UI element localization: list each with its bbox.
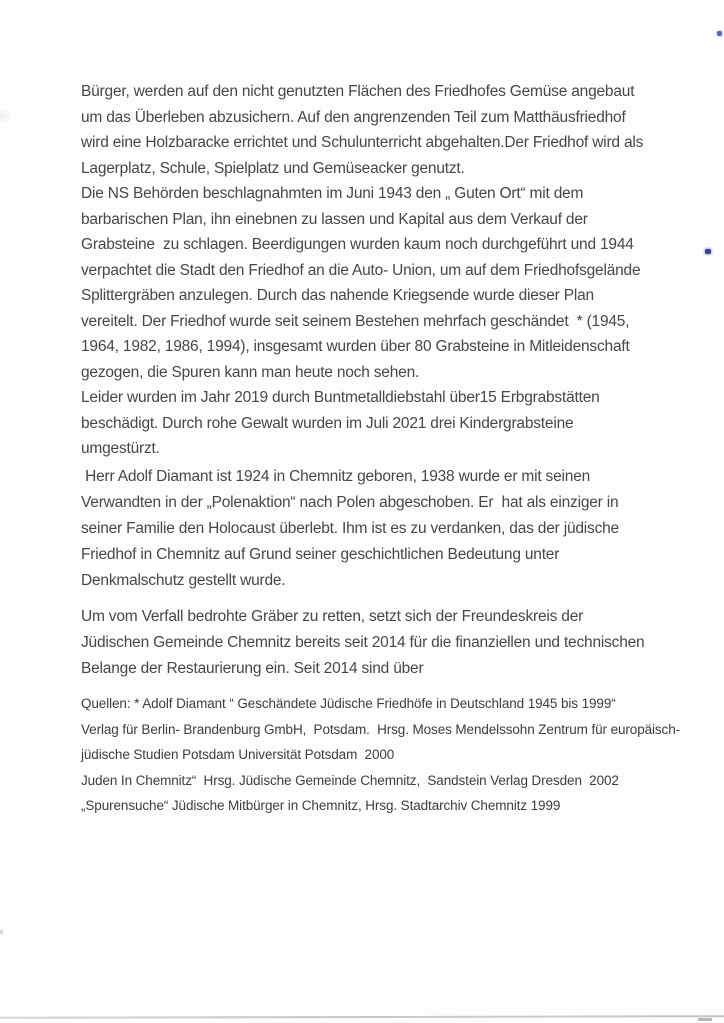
source-line: jüdische Studien Potsdam Universität Potsdam 2000 <box>81 747 395 762</box>
text-line: barbarischen Plan, ihn einebnen zu lassen und Kapital aus dem Verkauf der <box>81 210 588 228</box>
blue-ink-speck-artifact <box>717 31 722 36</box>
text-line: umgestürzt. <box>81 440 160 457</box>
text-line: seiner Familie den Holocaust überlebt. Ihm ist es zu verdanken, das der jüdische <box>81 520 619 537</box>
text-line: Bürger, werden auf den nicht genutzten Flächen des Friedhofes Gemüse angebaut <box>81 83 635 100</box>
text-line: Denkmalschutz gestellt wurde. <box>81 572 286 589</box>
scan-edge-line-artifact <box>0 1015 724 1019</box>
text-line: Belange der Restaurierung ein. Seit 2014 sind über <box>81 660 424 677</box>
source-line: Juden In Chemnitz“ Hrsg. Jüdische Gemeinde Chemnitz, Sandstein Verlag Dresden 2002 <box>81 772 619 788</box>
text-line: Verwandten in der „Polenaktion“ nach Polen abgeschoben. Er hat als einziger in <box>81 494 619 511</box>
text-line: gezogen, die Spuren kann man heute noch sehen. <box>81 363 420 381</box>
blue-ink-speck-artifact <box>705 249 711 254</box>
edge-speck-artifact <box>0 930 3 934</box>
source-line: „Spurensuche“ Jüdische Mitbürger in Chemnitz, Hrsg. Stadtarchiv Chemnitz 1999 <box>81 798 561 813</box>
paragraph-cemetery-history <box>81 79 643 462</box>
scan-shadow-artifact <box>0 110 10 122</box>
text-line: Splittergräben anzulegen. Durch das nahende Kriegsende wurde dieser Plan <box>81 287 594 304</box>
text-line: Die NS Behörden beschlagnahmten im Juni 1943 den „ Guten Ort“ mit dem <box>81 185 584 202</box>
text-line: vereitelt. Der Friedhof wurde seit seinem Bestehen mehrfach geschändet * (1945, <box>81 312 630 330</box>
text-line: 1964, 1982, 1986, 1994), insgesamt wurden über 80 Grabsteine in Mitleidenschaft <box>81 338 630 355</box>
text-line: verpachtet die Stadt den Friedhof an die Auto- Union, um auf dem Friedhofsgelände <box>81 261 641 279</box>
text-line: Lagerplatz, Schule, Spielplatz und Gemüseacker genutzt. <box>81 159 465 177</box>
scan-edge-mark-artifact <box>698 1018 712 1021</box>
text-line: Leider wurden im Jahr 2019 durch Buntmetalldiebstahl über15 Erbgrabstätten <box>81 389 600 406</box>
text-line: Friedhof in Chemnitz auf Grund seiner geschichtlichen Bedeutung unter <box>81 546 560 563</box>
paragraph-adolf-diamant <box>81 464 619 594</box>
text-line: Jüdischen Gemeinde Chemnitz bereits seit 2014 für die finanziellen und technischen <box>81 634 645 651</box>
paragraph-freundeskreis <box>81 604 644 682</box>
text-line: wird eine Holzbaracke errichtet und Schulunterricht abgehalten.Der Friedhof wird als <box>81 134 644 151</box>
text-line: Herr Adolf Diamant ist 1924 in Chemnitz geboren, 1938 wurde er mit seinen <box>81 468 591 485</box>
text-line: Um vom Verfall bedrohte Gräber zu retten, setzt sich der Freundeskreis der <box>81 608 584 625</box>
source-line: Quellen: * Adolf Diamant “ Geschändete Jüdische Friedhöfe in Deutschland 1945 bis 1999“ <box>81 696 616 711</box>
text-line: Grabsteine zu schlagen. Beerdigungen wurden kaum noch durchgeführt und 1944 <box>81 236 634 253</box>
sources-section <box>81 691 680 819</box>
source-line: Verlag für Berlin- Brandenburg GmbH, Potsdam. Hrsg. Moses Mendelssohn Zentrum für europäisch- <box>81 721 681 737</box>
text-line: um das Überleben abzusichern. Auf den angrenzenden Teil zum Matthäusfriedhof <box>81 108 626 126</box>
text-line: beschädigt. Durch rohe Gewalt wurden im Juli 2021 drei Kindergrabsteine <box>81 414 574 432</box>
